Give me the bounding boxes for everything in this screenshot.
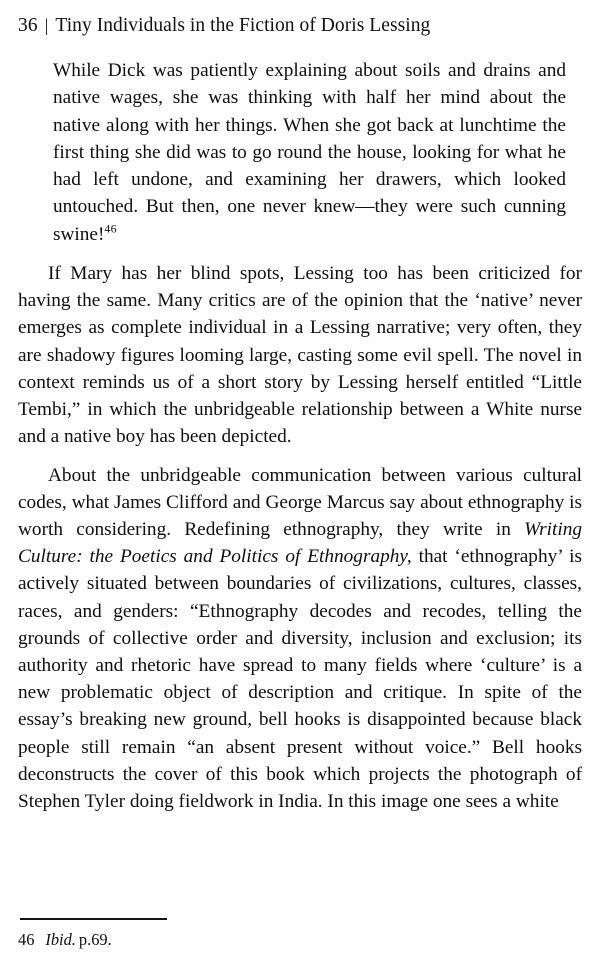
footnote-source: Ibid. [45, 930, 76, 949]
page-number: 36 [18, 15, 38, 36]
paragraph-mary-blind-spots [18, 260, 582, 450]
paragraph-text: If Mary has her blind spots, Lessing too has been criticized for having the same. Many critics are of the opinion that the ‘native’ never emerges as complete individual in a Lessing narrative; very often, they are shadowy figures looming large, casting some evil spell. The novel in context reminds us of a short story by Lessing herself entitled “Little Tembi,” in which the unbridgeable relationship between a White nurse and a native boy has been depicted. [18, 263, 582, 448]
footnote-reference-marker: 46 [104, 221, 117, 236]
running-head-title: Tiny Individuals in the Fiction of Doris Lessing [55, 15, 431, 36]
running-head-separator: | [44, 14, 49, 35]
paragraph-text-tail: that ‘ethnography’ is actively situated between boundaries of civilizations, cultures, classes, races, and genders: “Ethnography decodes and recodes, telling the grounds of collective order and diversity, inclusion and exclusion; its authority and rhetoric have spread to many fields where ‘culture’ is a new problematic object of description and critique. In spite of the essay’s breaking new ground, bell hooks is disappointed because black people still remain “an absent present without voice.” Bell hooks deconstructs the cover of this book which projects the photograph of Stephen Tyler doing fieldwork in India. In this image one sees a white [18, 546, 582, 812]
footnote-area [18, 918, 582, 950]
paragraph-ethnography [18, 462, 582, 816]
footnote-separator-rule [20, 918, 167, 920]
text-block [18, 57, 582, 815]
block-quotation-text: While Dick was patiently explaining about soils and drains and native wages, she was thinking with half her mind about the native along with her things. When she got back at lunchtime the first thing she did was to go round the house, looking for what he had left undone, and examining her drawers, which looked untouched. But then, one never knew—they were such cunning swine! [53, 60, 566, 245]
block-quotation [18, 57, 582, 248]
footnote-locator: p.69. [78, 930, 112, 949]
footnote-entry [18, 929, 582, 950]
book-title-writing-culture: Writing Culture: the Poetics and Politics of Ethnography, [18, 518, 582, 568]
footnote-number: 46 [18, 930, 35, 949]
paragraph-text-lead: About the unbridgeable communication between various cultural codes, what James Clifford and George Marcus say about ethnography is worth considering. Redefining ethnography, they write in [18, 464, 582, 540]
running-head [18, 13, 582, 38]
